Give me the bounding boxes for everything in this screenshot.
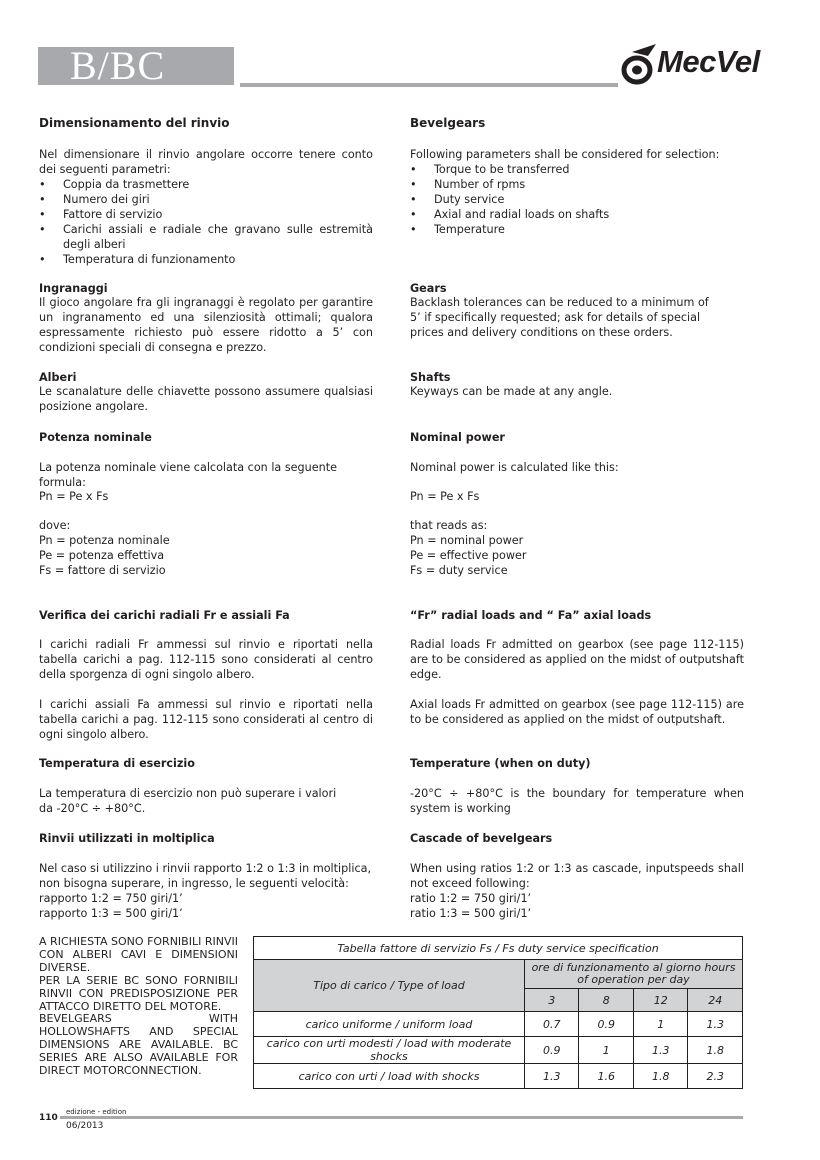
en-def-pn: Pn = nominal power: [410, 534, 524, 547]
hours-cell: 12: [633, 989, 687, 1012]
factor-cell: 1.6: [579, 1064, 633, 1089]
table-row: [254, 1012, 743, 1037]
list-item: • Torque to be transferred: [410, 162, 744, 177]
en-def-pe: Pe = effective power: [410, 549, 527, 562]
en-temp-text: -20°C ÷ +80°C is the boundary for temperature when system is working: [410, 787, 744, 815]
factor-cell: 0.9: [579, 1012, 633, 1037]
edition-date: 06/2013: [66, 1121, 104, 1131]
it-formula: Pn = Pe x Fs: [39, 490, 109, 503]
list-item: • Axial and radial loads on shafts: [410, 207, 744, 222]
en-cascade-title: Cascade of bevelgears: [410, 832, 553, 845]
hours-header: ore di funzionamento al giorno hours of operation per day: [525, 960, 743, 989]
en-cascade-r1: ratio 1:2 = 750 giri/1’: [410, 892, 532, 905]
en-gears-l1: Backlash tolerances can be reduced to a minimum of: [410, 296, 709, 309]
load-label: carico uniforme / uniform load: [254, 1012, 525, 1037]
it-temp-text2: da -20°C ÷ +80°C.: [39, 802, 146, 815]
availability-note: [39, 936, 238, 1078]
en-cascade-text: When using ratios 1:2 or 1:3 as cascade, inputspeeds shall not exceed following:: [410, 862, 744, 890]
list-item: • Coppia da trasmettere: [39, 177, 373, 192]
it-sizing-title: Dimensionamento del rinvio: [39, 116, 230, 130]
page-number: 110: [39, 1113, 58, 1123]
factor-cell: 1.3: [633, 1037, 687, 1064]
it-def-pn: Pn = potenza nominale: [39, 534, 170, 547]
it-temp-text1: La temperatura di esercizio non può superare i valori: [39, 787, 337, 800]
en-sizing-intro: Following parameters shall be considered for selection:: [410, 148, 720, 161]
list-item: • Temperatura di funzionamento: [39, 252, 373, 267]
en-shafts-title: Shafts: [410, 371, 451, 384]
en-formula: Pn = Pe x Fs: [410, 490, 480, 503]
en-loads-text2: Axial loads Fr admitted on gearbox (see page 112-115) are to be considered as applied on the midst of outputshaft.: [410, 698, 744, 726]
en-cascade-r2: ratio 1:3 = 500 giri/1’: [410, 907, 532, 920]
it-gears-text: Il gioco angolare fra gli ingranaggi è regolato per garantire un ingranamento ed una silenziosità ottimali; qualora espressamente richiesto può essere ridotto a 5’ con condizioni speciali di consegna e prezzo.: [39, 296, 373, 354]
en-where: that reads as:: [410, 519, 488, 532]
en-loads-title: “Fr” radial loads and “ Fa” axial loads: [410, 609, 652, 622]
header-rule: [240, 83, 618, 87]
it-sizing-intro: Nel dimensionare il rinvio angolare occorre tenere conto dei seguenti parametri:: [39, 148, 373, 176]
en-def-fs: Fs = duty service: [410, 564, 508, 577]
it-power-text: La potenza nominale viene calcolata con la seguente formula:: [39, 461, 337, 489]
it-cascade-text2: non bisogna superare, in ingresso, le seguenti velocità:: [39, 877, 349, 890]
load-label: carico con urti modesti / load with moderate shocks: [254, 1037, 525, 1064]
factor-cell: 0.7: [525, 1012, 579, 1037]
en-sizing-title: Bevelgears: [410, 116, 486, 130]
it-sizing-list: [39, 177, 373, 267]
factor-cell: 1: [579, 1037, 633, 1064]
note-paragraph: BEVELGEARS WITH HOLLOWSHAFTS AND SPECIAL DIMENSIONS ARE AVAILABLE. BC SERIES ARE ALSO AVAILABLE FOR DIRECT MOTORCONNECTION.: [39, 1012, 238, 1078]
en-loads-text1: Radial loads Fr admitted on gearbox (see page 112-115) are to be considered as applied on the midst of outputshaft edge.: [410, 638, 744, 681]
it-where: dove:: [39, 519, 71, 532]
factor-cell: 1.3: [525, 1064, 579, 1089]
en-shafts-text: Keyways can be made at any angle.: [410, 385, 613, 398]
en-gears-title: Gears: [410, 282, 447, 295]
en-power-text: Nominal power is calculated like this:: [410, 461, 619, 474]
list-item: • Number of rpms: [410, 177, 744, 192]
hours-cell: 24: [688, 989, 743, 1012]
table-title: Tabella fattore di servizio Fs / Fs duty service specification: [254, 937, 743, 960]
factor-cell: 1.3: [688, 1012, 743, 1037]
it-gears-title: Ingranaggi: [39, 282, 108, 295]
list-item: • Numero dei giri: [39, 192, 373, 207]
hours-cell: 3: [525, 989, 579, 1012]
footer-rule: [60, 1116, 743, 1119]
series-title: B/BC: [70, 43, 166, 88]
note-paragraph: A RICHIESTA SONO FORNIBILI RINVII CON ALBERI CAVI E DIMENSIONI DIVERSE.: [39, 935, 238, 974]
list-item: • Carichi assiali e radiale che gravano sulle estremità degli alberi: [39, 222, 373, 252]
service-factor-table: [253, 936, 743, 1089]
it-def-fs: Fs = fattore di servizio: [39, 564, 166, 577]
table-row: [254, 1064, 743, 1089]
en-temp-title: Temperature (when on duty): [410, 757, 591, 770]
en-power-title: Nominal power: [410, 431, 505, 444]
factor-cell: 1.8: [633, 1064, 687, 1089]
it-loads-title: Verifica dei carichi radiali Fr e assiali Fa: [39, 609, 290, 622]
edition-label: edizione - edition: [66, 1108, 127, 1116]
list-item: • Duty service: [410, 192, 744, 207]
it-cascade-title: Rinvii utilizzati in moltiplica: [39, 832, 215, 845]
factor-cell: 0.9: [525, 1037, 579, 1064]
table-row: [254, 1037, 743, 1064]
it-power-title: Potenza nominale: [39, 431, 152, 444]
it-temp-title: Temperatura di esercizio: [39, 757, 195, 770]
load-type-header: Tipo di carico / Type of load: [254, 960, 525, 1012]
factor-cell: 2.3: [688, 1064, 743, 1089]
en-sizing-list: [410, 162, 744, 237]
it-loads-text1: I carichi radiali Fr ammessi sul rinvio e riportati nella tabella carichi a pag. 112-115 sono considerati al centro della sporgenza di ogni singolo albero.: [39, 638, 373, 681]
it-shafts-title: Alberi: [39, 371, 77, 384]
load-label: carico con urti / load with shocks: [254, 1064, 525, 1089]
list-item: • Fattore di servizio: [39, 207, 373, 222]
it-shafts-text: Le scanalature delle chiavette possono assumere qualsiasi posizione angolare.: [39, 385, 373, 413]
it-cascade-r2: rapporto 1:3 = 500 giri/1’: [39, 907, 183, 920]
list-item: • Temperature: [410, 222, 744, 237]
factor-cell: 1.8: [688, 1037, 743, 1064]
brand-name: MecVel: [657, 44, 760, 79]
factor-cell: 1: [633, 1012, 687, 1037]
it-cascade-r1: rapporto 1:2 = 750 giri/1’: [39, 892, 183, 905]
it-loads-text2: I carichi assiali Fa ammessi sul rinvio e riportati nella tabella carichi a pag. 112-115 sono considerati al centro di ogni singolo albero.: [39, 698, 373, 741]
it-cascade-text1: Nel caso si utilizzino i rinvii rapporto 1:2 o 1:3 in moltiplica,: [39, 862, 372, 875]
en-gears-l2: 5’ if specifically requested; ask for details of special: [410, 311, 701, 324]
en-gears-l3: prices and delivery conditions on these orders.: [410, 326, 673, 339]
note-paragraph: PER LA SERIE BC SONO FORNIBILI RINVII CON PREDISPOSIZIONE PER ATTACCO DIRETTO DEL MOTORE.: [39, 973, 238, 1013]
hours-cell: 8: [579, 989, 633, 1012]
it-def-pe: Pe = potenza effettiva: [39, 549, 165, 562]
